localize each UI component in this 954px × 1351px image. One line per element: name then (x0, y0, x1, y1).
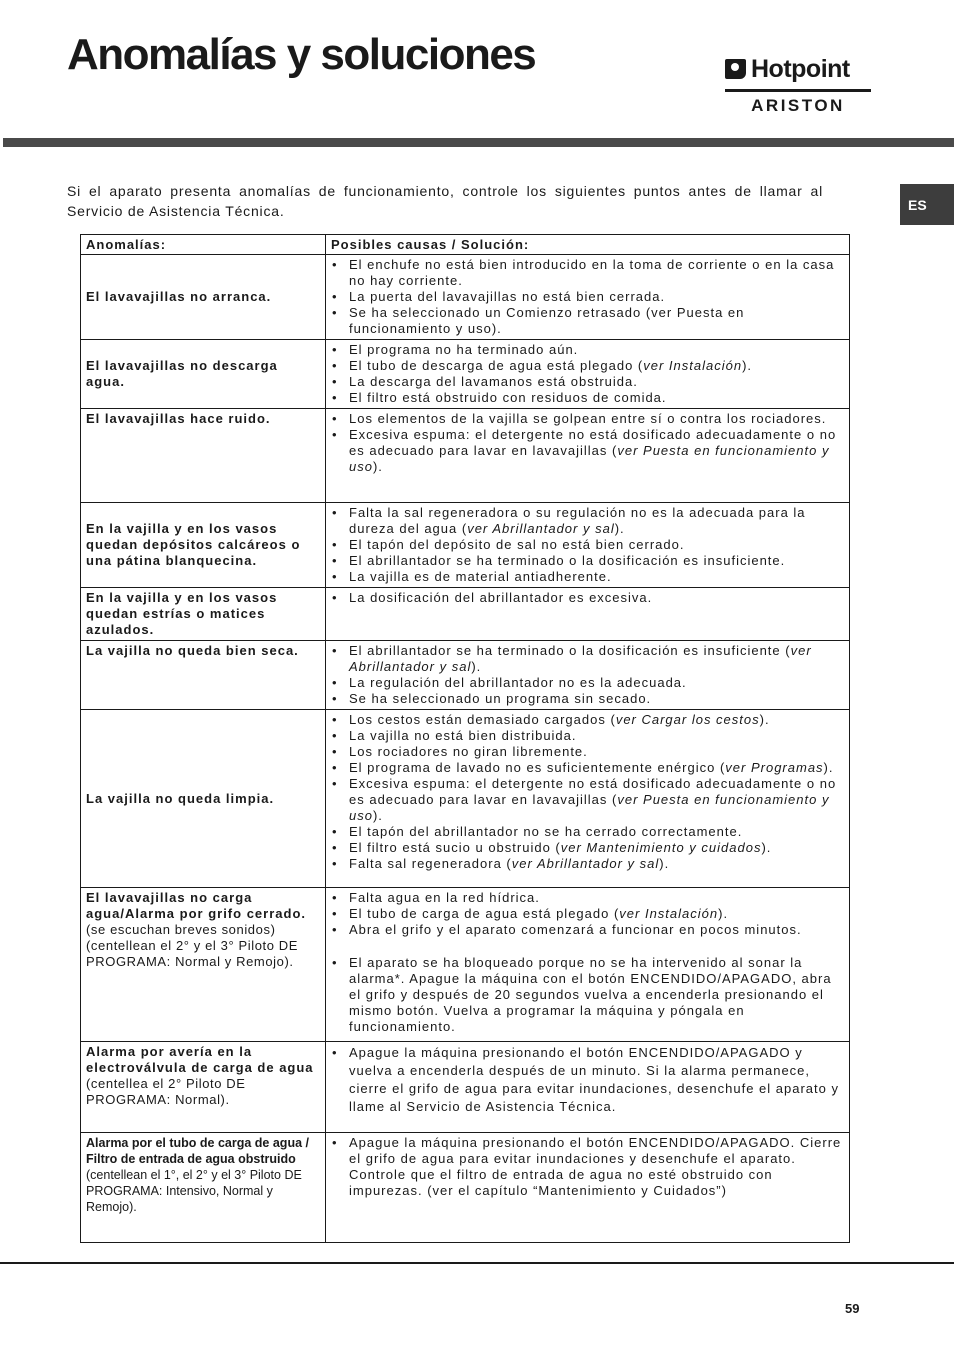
cause-text: El tubo de descarga de agua está plegado ( (349, 358, 644, 373)
cause-text: La puerta del lavavajillas no está bien cerrada. (349, 289, 666, 304)
cause-item (331, 922, 845, 938)
causes-list (331, 890, 845, 1035)
anomaly-title: La vajilla no queda bien seca. (86, 643, 299, 658)
cause-item (331, 856, 845, 872)
cause-item (331, 537, 845, 553)
table-row (81, 888, 850, 1042)
cause-item (331, 569, 845, 585)
cross-reference: ver Instalación (619, 906, 719, 921)
cause-text: Falta la sal regeneradora o su regulación no es la adecuada para la dureza del agua ( (349, 505, 806, 536)
cause-text: ). (372, 459, 383, 474)
anomaly-note: (se escuchan breves sonidos) (centellean el 2° y el 3° Piloto DE PROGRAMA: Normal y Remojo). (86, 922, 299, 969)
cause-item (331, 744, 845, 760)
cause-text: Apague la máquina presionando el botón ENCENDIDO/APAGADO y vuelva a encenderla después de un minuto. Si la alarma permanece, cierre el grifo de agua para evitar inundaciones, desenchufe el aparato y llame al Servicio de Asistencia Técnica. (349, 1045, 839, 1114)
table-row (81, 503, 850, 588)
header-bar (3, 138, 954, 147)
cross-reference: ver Puesta en funcionamiento y uso (349, 443, 830, 474)
cause-text: La regulación del abrillantador no es la adecuada. (349, 675, 687, 690)
anomaly-title: El lavavajillas no carga agua/Alarma por grifo cerrado. (86, 890, 306, 921)
table-row (81, 340, 850, 409)
cross-reference: ver Programas (725, 760, 824, 775)
causes-cell (326, 1042, 850, 1133)
page-number: 59 (845, 1301, 860, 1316)
cause-text: ). (614, 521, 625, 536)
cause-item (331, 906, 845, 922)
cross-reference: ver Puesta en funcionamiento y uso (349, 792, 830, 823)
cause-text: Los rociadores no giran libremente. (349, 744, 588, 759)
causes-list (331, 1135, 845, 1199)
causes-cell (326, 503, 850, 588)
cause-text: ). (759, 712, 770, 727)
cause-text: Se ha seleccionado un Comienzo retrasado (ver Puesta en funcionamiento y uso). (349, 305, 745, 336)
causes-cell (326, 710, 850, 888)
cause-text: ). (471, 659, 482, 674)
anomaly-title: El lavavajillas hace ruido. (86, 411, 271, 426)
anomaly-note: (centellean el 1°, el 2° y el 3° Piloto DE PROGRAMA: Intensivo, Normal y Remojo). (86, 1168, 302, 1214)
anomaly-cell (81, 641, 326, 710)
anomaly-title: Alarma por el tubo de carga de agua / Filtro de entrada de agua obstruido (86, 1136, 309, 1166)
causes-list (331, 590, 845, 606)
anomaly-title: El lavavajillas no arranca. (86, 289, 272, 304)
cause-text: El filtro está obstruido con residuos de comida. (349, 390, 667, 405)
cause-item (331, 390, 845, 406)
cause-item (331, 824, 845, 840)
cause-text: La vajilla no está bien distribuida. (349, 728, 577, 743)
cause-text: El filtro está sucio u obstruido ( (349, 840, 561, 855)
cross-reference: ver Cargar los cestos (615, 712, 760, 727)
causes-list (331, 257, 845, 337)
cause-item (331, 505, 845, 537)
causes-list (331, 712, 845, 872)
table-row (81, 255, 850, 340)
column-header-causes: Posibles causas / Solución: (326, 235, 850, 255)
cause-text: El abrillantador se ha terminado o la dosificación es insuficiente ( (349, 643, 791, 658)
causes-list (331, 342, 845, 406)
cause-text: ). (761, 840, 772, 855)
cause-text: ). (742, 358, 753, 373)
table-row (81, 409, 850, 503)
causes-cell (326, 588, 850, 641)
cause-text: Excesiva espuma: el detergente no está dosificado adecuadamente o no es adecuado para lavar en lavavajillas ( (349, 776, 837, 807)
cause-item (331, 427, 845, 475)
cross-reference: ver Abrillantador y sal (467, 521, 615, 536)
cause-text: Se ha seleccionado un programa sin secado. (349, 691, 652, 706)
cause-item (331, 643, 845, 675)
cause-item (331, 675, 845, 691)
cause-text: Falta agua en la red hídrica. (349, 890, 540, 905)
cause-text: El tubo de carga de agua está plegado ( (349, 906, 620, 921)
cause-text: El aparato se ha bloqueado porque no se ha intervenido al sonar la alarma*. Apague la máquina con el botón ENCENDIDO/APAGADO, abra el grifo y después de 20 segundos vuelva a encenderla presionando el mismo botón. Vuelva a programar la máquina y póngala en funcionamiento. (349, 955, 832, 1034)
cause-text: Los cestos están demasiado cargados ( (349, 712, 616, 727)
cause-item (331, 411, 845, 427)
cause-item (331, 691, 845, 707)
column-header-anomalies: Anomalías: (81, 235, 326, 255)
cause-item (331, 1044, 845, 1116)
table-header-row (81, 235, 850, 255)
causes-list (331, 643, 845, 707)
causes-list (331, 505, 845, 585)
cause-item (331, 342, 845, 358)
brand-subname: ARISTON (751, 96, 845, 115)
cause-text: El tapón del abrillantador no se ha cerrado correctamente. (349, 824, 743, 839)
logo-divider (725, 89, 871, 92)
causes-cell (326, 888, 850, 1042)
intro-text: Si el aparato presenta anomalías de funcionamiento, controle los siguientes puntos antes de llamar al Servicio de Asistencia Técnica. (67, 183, 823, 219)
cross-reference: ver Mantenimiento y cuidados (560, 840, 762, 855)
table-row (81, 1042, 850, 1133)
cause-item (331, 1135, 845, 1199)
cross-reference: ver Instalación (643, 358, 743, 373)
brand-name: Hotpoint (751, 54, 850, 83)
cause-item (331, 305, 845, 337)
anomaly-cell (81, 409, 326, 503)
cause-item (331, 712, 845, 728)
cause-item (331, 728, 845, 744)
cause-text: El tapón del depósito de sal no está bien cerrado. (349, 537, 685, 552)
cause-item (331, 590, 845, 606)
causes-cell (326, 255, 850, 340)
cause-text: ). (659, 856, 670, 871)
cause-text: ). (718, 906, 729, 921)
cause-item (331, 289, 845, 305)
anomaly-title: La vajilla no queda limpia. (86, 790, 275, 806)
cause-text: Falta sal regeneradora ( (349, 856, 512, 871)
anomaly-title: Alarma por avería en la electroválvula de carga de agua (86, 1044, 314, 1075)
cause-text: ). (372, 808, 383, 823)
cause-text: Excesiva espuma: el detergente no está dosificado adecuadamente o no es adecuado para lavar en lavavajillas ( (349, 427, 837, 458)
causes-cell (326, 340, 850, 409)
cause-item (331, 840, 845, 856)
anomaly-note: (centellea el 2° Piloto DE PROGRAMA: Normal). (86, 1076, 246, 1107)
table-row (81, 641, 850, 710)
cross-reference: ver Abrillantador y sal (511, 856, 660, 871)
cause-item (331, 776, 845, 824)
cause-text: La descarga del lavamanos está obstruida. (349, 374, 638, 389)
causes-cell (326, 409, 850, 503)
cause-item (331, 553, 845, 569)
causes-list (331, 1044, 845, 1116)
cause-text: El abrillantador se ha terminado o la dosificación es insuficiente. (349, 553, 786, 568)
table-row (81, 710, 850, 888)
cause-item (331, 955, 845, 1035)
anomaly-cell (81, 710, 326, 888)
page-title: Anomalías y soluciones (67, 30, 536, 79)
hotpoint-logo-icon (725, 59, 746, 79)
anomaly-title: En la vajilla y en los vasos quedan estrías o matices azulados. (86, 590, 278, 637)
cause-text: El enchufe no está bien introducido en la toma de corriente o en la casa no hay corriente. (349, 257, 835, 288)
anomaly-cell (81, 888, 326, 1042)
cause-item (331, 374, 845, 390)
table-row (81, 588, 850, 641)
causes-cell (326, 1133, 850, 1243)
cause-item (331, 257, 845, 289)
anomaly-cell (81, 255, 326, 340)
table-row (81, 1133, 850, 1243)
anomaly-cell (81, 1042, 326, 1133)
cause-item (331, 760, 845, 776)
anomaly-cell (81, 588, 326, 641)
causes-list (331, 411, 845, 475)
footer-divider (0, 1262, 954, 1264)
troubleshooting-table (80, 234, 850, 1243)
cause-text: La vajilla es de material antiadherente. (349, 569, 612, 584)
cause-text: Abra el grifo y el aparato comenzará a funcionar en pocos minutos. (349, 922, 802, 937)
cause-text: Los elementos de la vajilla se golpean entre sí o contra los rociadores. (349, 411, 827, 426)
brand-logo (725, 55, 871, 116)
cause-text: El programa no ha terminado aún. (349, 342, 579, 357)
cause-text: ). (823, 760, 834, 775)
anomaly-title: El lavavajillas no descarga agua. (86, 358, 278, 389)
cause-item (331, 358, 845, 374)
anomaly-cell (81, 340, 326, 409)
cause-text: El programa de lavado no es suficientemente enérgico ( (349, 760, 726, 775)
causes-cell (326, 641, 850, 710)
cause-item (331, 890, 845, 906)
cross-reference: ver Abrillantador y sal (349, 643, 812, 674)
language-tab: ES (900, 184, 954, 225)
anomaly-title: En la vajilla y en los vasos quedan depósitos calcáreos o una pátina blanquecina. (86, 521, 301, 568)
cause-text: Apague la máquina presionando el botón ENCENDIDO/APAGADO. Cierre el grifo de agua para evitar inundaciones y desenchufe el aparato. Controle que el filtro de entrada de agua no esté obstruido con impurezas. (ver el capítulo “Mantenimiento y Cuidados”) (349, 1135, 842, 1198)
anomaly-cell (81, 1133, 326, 1243)
cause-text: La dosificación del abrillantador es excesiva. (349, 590, 653, 605)
anomaly-cell (81, 503, 326, 588)
